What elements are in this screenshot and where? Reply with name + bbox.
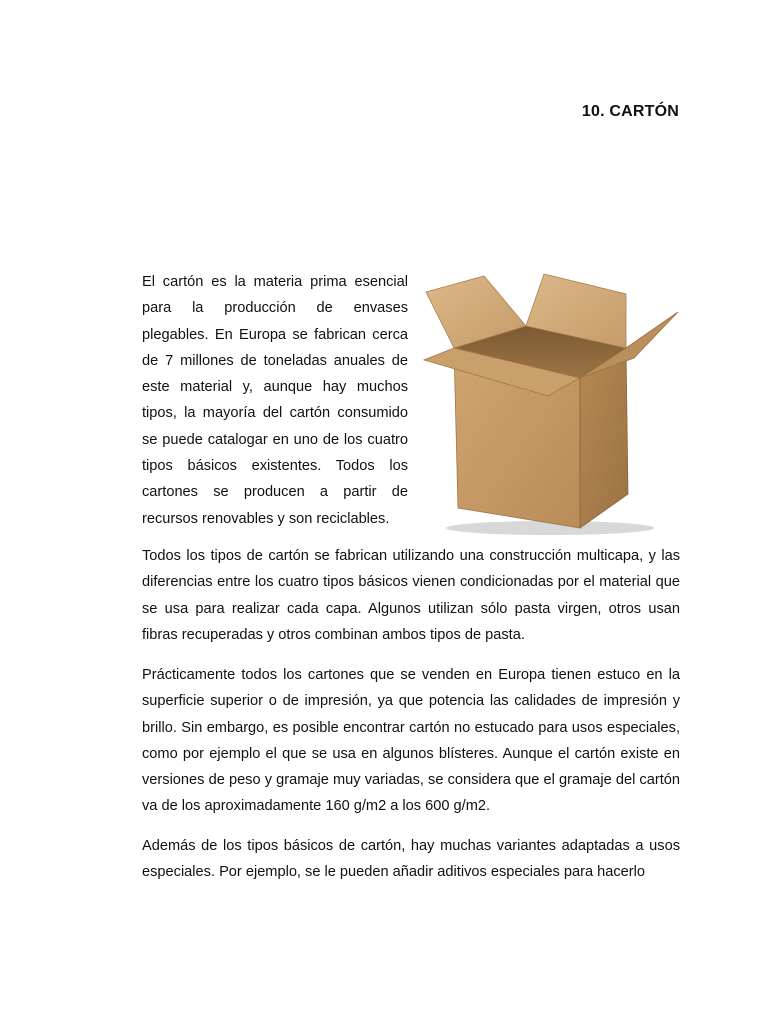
paragraph-coating: Prácticamente todos los cartones que se venden en Europa tienen estuco en la superficie superior o de impresión, ya que potencia las calidades de impresión y brillo. Sin embargo, es posible encontrar cartón no estucado para usos especiales, como por ejemplo el que se usa en algunos blísteres. Aunque el cartón existe en versiones de peso y gramaje muy variadas, se considera que el gramaje del cartón va de los aproximadamente 160 g/m2 a los 600 g/m2. [142, 667, 680, 815]
cardboard-box-image [420, 270, 682, 540]
cardboard-box-icon [420, 270, 682, 540]
paragraph-multilayer: Todos los tipos de cartón se fabrican utilizando una construcción multicapa, y las diferencias entre los cuatro tipos básicos vienen condicionadas por el material que se usa para realizar cada capa. Algunos utilizan sólo pasta virgen, otros usan fibras recuperadas y otros combinan ambos tipos de pasta. [142, 548, 680, 643]
paragraph-intro: El cartón es la materia prima esencial para la producción de envases plegables. En Europa se fabrican cerca de 7 millones de toneladas anuales de este material y, aunque hay muchos tipos, la mayoría del cartón consumido se puede catalogar en uno de los cuatro tipos básicos existentes. Todos los cartones se producen a partir de recursos renovables y son reciclables. [142, 274, 408, 527]
page-title: 10. CARTÓN [581, 103, 679, 120]
paragraph-variants: Además de los tipos básicos de cartón, hay muchas variantes adaptadas a usos especiales. Por ejemplo, se le pueden añadir aditivos especiales para hacerlo [142, 838, 680, 881]
